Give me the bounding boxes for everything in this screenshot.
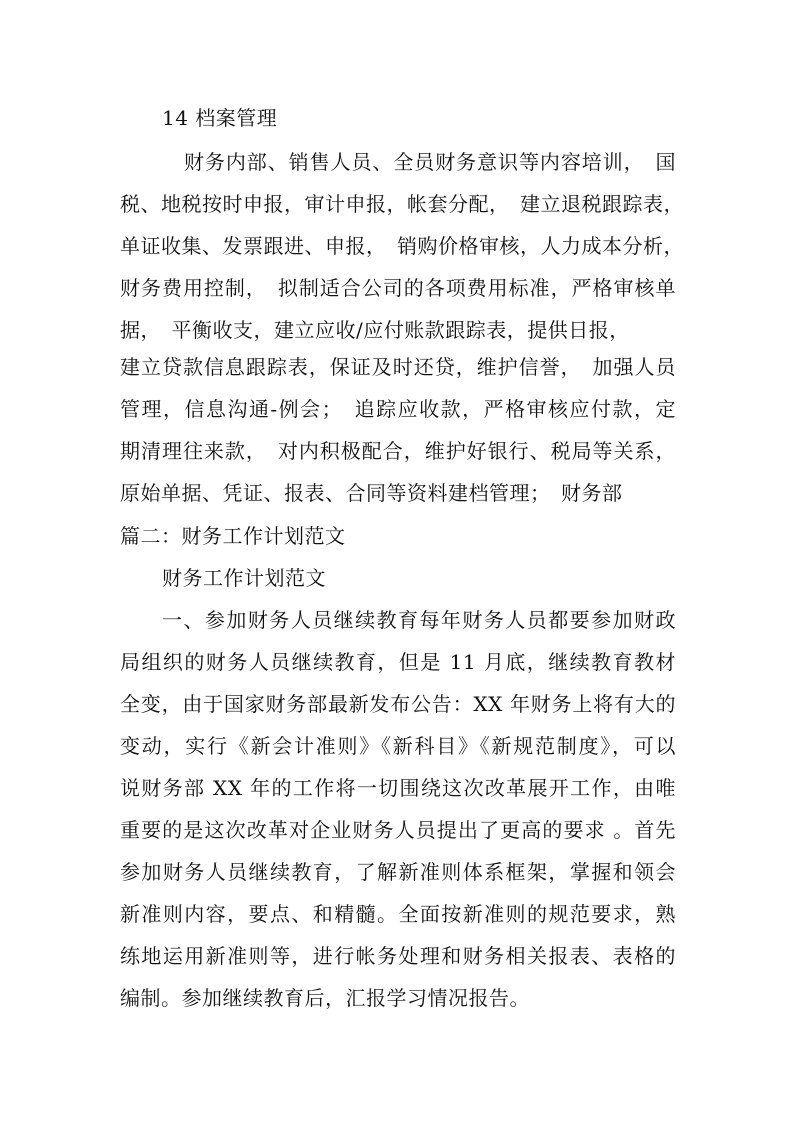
paragraph-line: 参加财务人员继续教育，了解新准则体系框架，掌握和领会: [120, 860, 676, 884]
paragraph-line: 说财务部 XX 年的工作将一切围绕这次改革展开工作，由唯: [120, 776, 676, 800]
paragraph-line: 新准则内容，要点、和精髓。全面按新准则的规范要求，熟: [120, 902, 676, 926]
paragraph-line: 局组织的财务人员继续教育，但是 11 月底，继续教育教材: [120, 650, 676, 674]
paragraph-line: 原始单据、凭证、报表、合同等资料建档管理； 财务部: [120, 481, 623, 505]
paragraph-line: 管理，信息沟通-例会； 追踪应收款，严格审核应付款，定: [120, 397, 676, 421]
chapter-title: 篇二：财务工作计划范文: [120, 524, 346, 548]
section-subtitle: 财务工作计划范文: [162, 566, 326, 590]
paragraph-line: 税、地税按时申报，审计申报，帐套分配， 建立退税跟踪表，: [120, 192, 684, 216]
paragraph-line: 变动，实行《新会计准则》《新科目》《新规范制度》，可以: [120, 734, 676, 758]
paragraph-line: 一、参加财务人员继续教育每年财务人员都要参加财政: [162, 608, 676, 632]
paragraph-line: 重要的是这次改革对企业财务人员提出了更高的要求 。首先: [120, 818, 676, 842]
paragraph-line: 据， 平衡收支，建立应收/应付账款跟踪表，提供日报，: [120, 318, 630, 342]
section-title: 14 档案管理: [162, 106, 278, 130]
paragraph-line: 期清理往来款， 对内积极配合，维护好银行、税局等关系，: [120, 439, 676, 463]
paragraph-line: 单证收集、发票跟进、申报， 销购价格审核，人力成本分析，: [120, 234, 684, 258]
paragraph-line: 财务费用控制， 拟制适合公司的各项费用标准，严格审核单: [120, 276, 676, 300]
paragraph-line: 练地运用新准则等，进行帐务处理和财务相关报表、表格的: [120, 944, 676, 968]
paragraph-line: 全变，由于国家财务部最新发布公告：XX 年财务上将有大的: [120, 692, 676, 716]
paragraph-line: 建立贷款信息跟踪表，保证及时还贷，维护信誉， 加强人员: [120, 355, 676, 379]
paragraph-line: 编制。参加继续教育后，汇报学习情况报告。: [120, 986, 530, 1010]
paragraph-line: 财务内部、销售人员、全员财务意识等内容培训， 国: [184, 150, 676, 174]
